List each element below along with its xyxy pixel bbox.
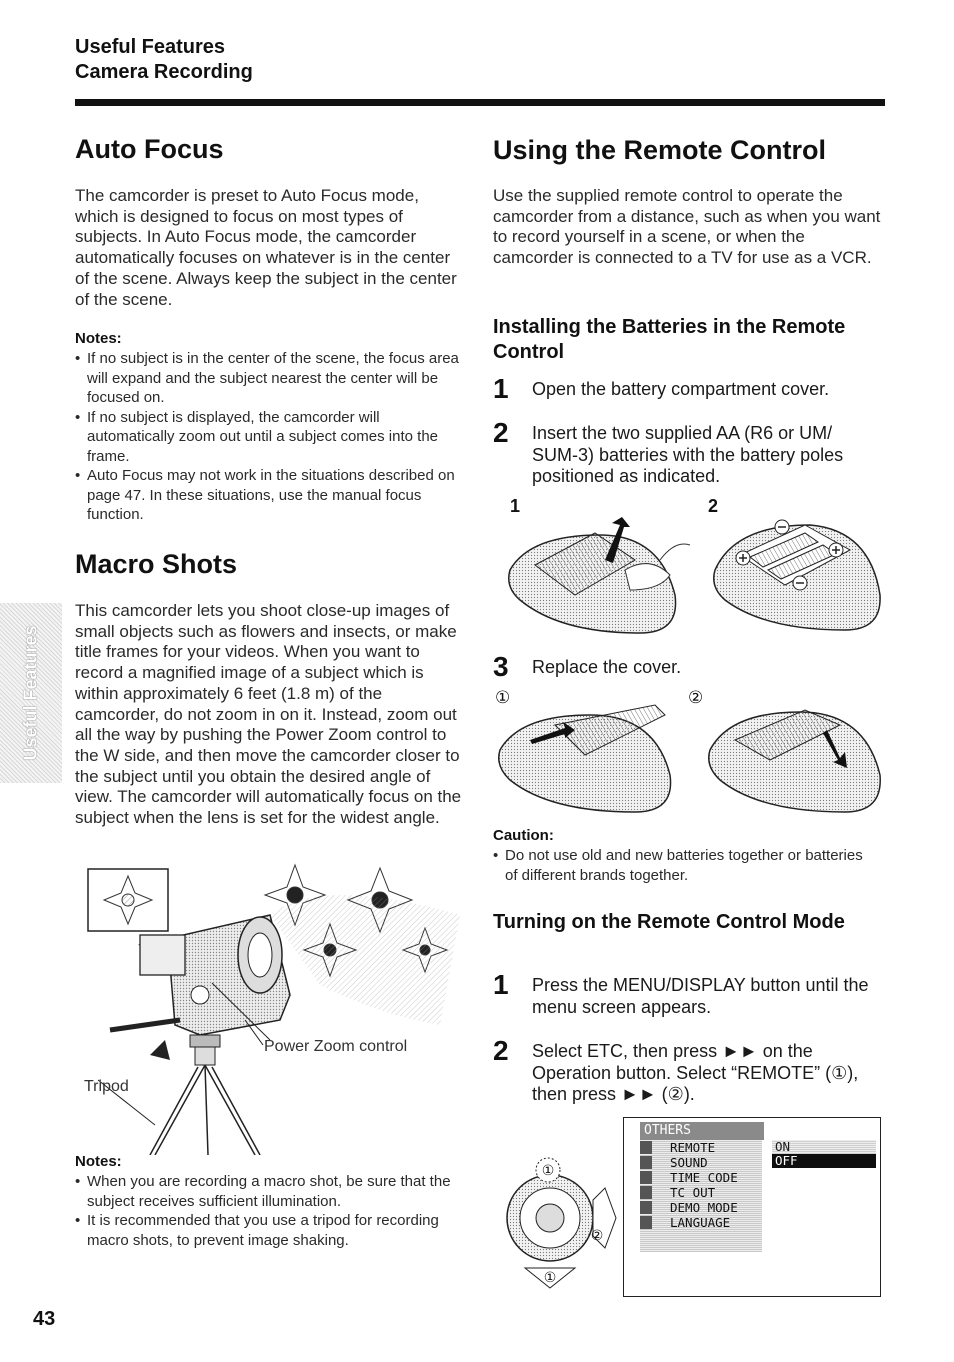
side-tab <box>0 603 62 783</box>
step-text: Replace the cover. <box>532 657 682 677</box>
menu-item-language: LANGUAGE <box>640 1215 880 1230</box>
figure-label-1: 1 <box>510 496 521 516</box>
macro-paragraph: This camcorder lets you shoot close-up images of small objects such as flowers and insects, or make title frames for your videos. When you want to record a magnified image of a subject which is within approximately 6 feet (1.8 m) of the camcorder, do not zoom in on it. Instead, zoom out all the way by pushing the Power Zoom control to the W side, and then move the camcorder closer to the subject until you obtain the desired angle of view. The camcorder will automatically focus on the subject when the lens is set for the widest angle. <box>75 601 462 828</box>
caution-item: • Do not use old and new batteries together or batteries of different brands together. <box>493 846 878 885</box>
caution-title: Caution: <box>493 827 554 844</box>
operation-button-illustration <box>500 1140 618 1290</box>
menu-item-tc-out: TC OUT <box>640 1185 880 1200</box>
replace-cover-illustration <box>495 700 885 820</box>
svg-text:①: ① <box>541 1163 555 1179</box>
menu-screen <box>623 1117 881 1297</box>
auto-focus-notes-title: Notes: <box>75 330 122 347</box>
menu-rows <box>640 1122 880 1230</box>
menu-item-remote: REMOTE <box>640 1140 880 1155</box>
menu-etc-icon <box>640 1186 652 1199</box>
svg-text:②: ② <box>590 1228 604 1244</box>
svg-text:①: ① <box>543 1270 557 1286</box>
note-item: • If no subject is displayed, the camcorder will automatically zoom out until a subject comes into the frame. <box>75 408 465 467</box>
figure-label-circled-2: ② <box>688 688 704 707</box>
menu-card-icon <box>640 1171 652 1184</box>
menu-option-off: OFF <box>772 1154 876 1168</box>
power-zoom-label: Power Zoom control <box>264 1038 408 1055</box>
menu-item-demo-mode: DEMO MODE <box>640 1200 880 1215</box>
macro-notes-title: Notes: <box>75 1153 122 1170</box>
menu-setting-icon <box>640 1216 652 1229</box>
menu-option-on: ON <box>772 1140 876 1154</box>
note-item: • Auto Focus may not work in the situations described on page 47. In these situations, use the manual focus function. <box>75 466 465 525</box>
remote-heading: Using the Remote Control <box>493 135 827 165</box>
step-number: 3 <box>493 651 509 682</box>
tripod-label: Tripod <box>84 1078 129 1095</box>
macro-heading: Macro Shots <box>75 549 238 579</box>
step-number: 2 <box>493 1035 509 1066</box>
install-batteries-heading: Installing the Batteries in the Remote Control <box>493 316 846 363</box>
side-tab-label: Useful Features <box>20 625 41 761</box>
auto-focus-heading: Auto Focus <box>75 134 224 164</box>
note-item: • If no subject is in the center of the scene, the focus area will expand and the subject nearest the center will be focused on. <box>75 349 465 408</box>
menu-item-time-code: TIME CODE <box>640 1170 880 1185</box>
caution-list <box>493 846 878 885</box>
auto-focus-notes <box>75 349 465 525</box>
menu-item-sound: SOUND <box>640 1155 880 1170</box>
section-title: Useful Features <box>75 36 226 58</box>
header-rule <box>75 99 885 106</box>
figure-label-2: 2 <box>708 496 719 516</box>
note-item: • It is recommended that you use a tripod for recording macro shots, to prevent image shaking. <box>75 1211 455 1250</box>
camcorder-tripod-illustration <box>80 855 470 1155</box>
remote-paragraph: Use the supplied remote control to operate the camcorder from a distance, such as when you want to record yourself in a scene, or when the camcorder is connected to a TV for use as a VCR. <box>493 186 881 268</box>
step-number: 1 <box>493 373 509 404</box>
menu-title: OTHERS <box>640 1122 764 1140</box>
figure-label-circled-1: ① <box>495 688 511 707</box>
note-item: • When you are recording a macro shot, be sure that the subject receives sufficient illumination. <box>75 1172 455 1211</box>
step-number: 2 <box>493 417 509 448</box>
subsection-title: Camera Recording <box>75 61 253 83</box>
step-text: Press the MENU/DISPLAY button until the menu screen appears. <box>532 975 869 1017</box>
step-text: Insert the two supplied AA (R6 or UM/ SUM-3) batteries with the battery poles positioned as indicated. <box>532 423 844 486</box>
remote-mode-heading: Turning on the Remote Control Mode <box>493 911 845 933</box>
auto-focus-paragraph: The camcorder is preset to Auto Focus mode, which is designed to focus on most types of subjects. In Auto Focus mode, the camcorder automatically focuses on whatever is in the center of the scene. Always keep the subject in the center of the scene. <box>75 186 457 309</box>
menu-camera-icon <box>640 1141 652 1154</box>
step-number: 1 <box>493 969 509 1000</box>
step-text: Open the battery compartment cover. <box>532 379 830 399</box>
step-text: Select ETC, then press ►► on the Operation button. Select “REMOTE” (①), then press ►► (②). <box>532 1041 859 1104</box>
battery-install-illustration <box>500 515 885 640</box>
macro-notes <box>75 1172 455 1250</box>
menu-tape-icon <box>640 1156 652 1169</box>
menu-display-icon <box>640 1201 652 1214</box>
page-number: 43 <box>33 1308 56 1330</box>
